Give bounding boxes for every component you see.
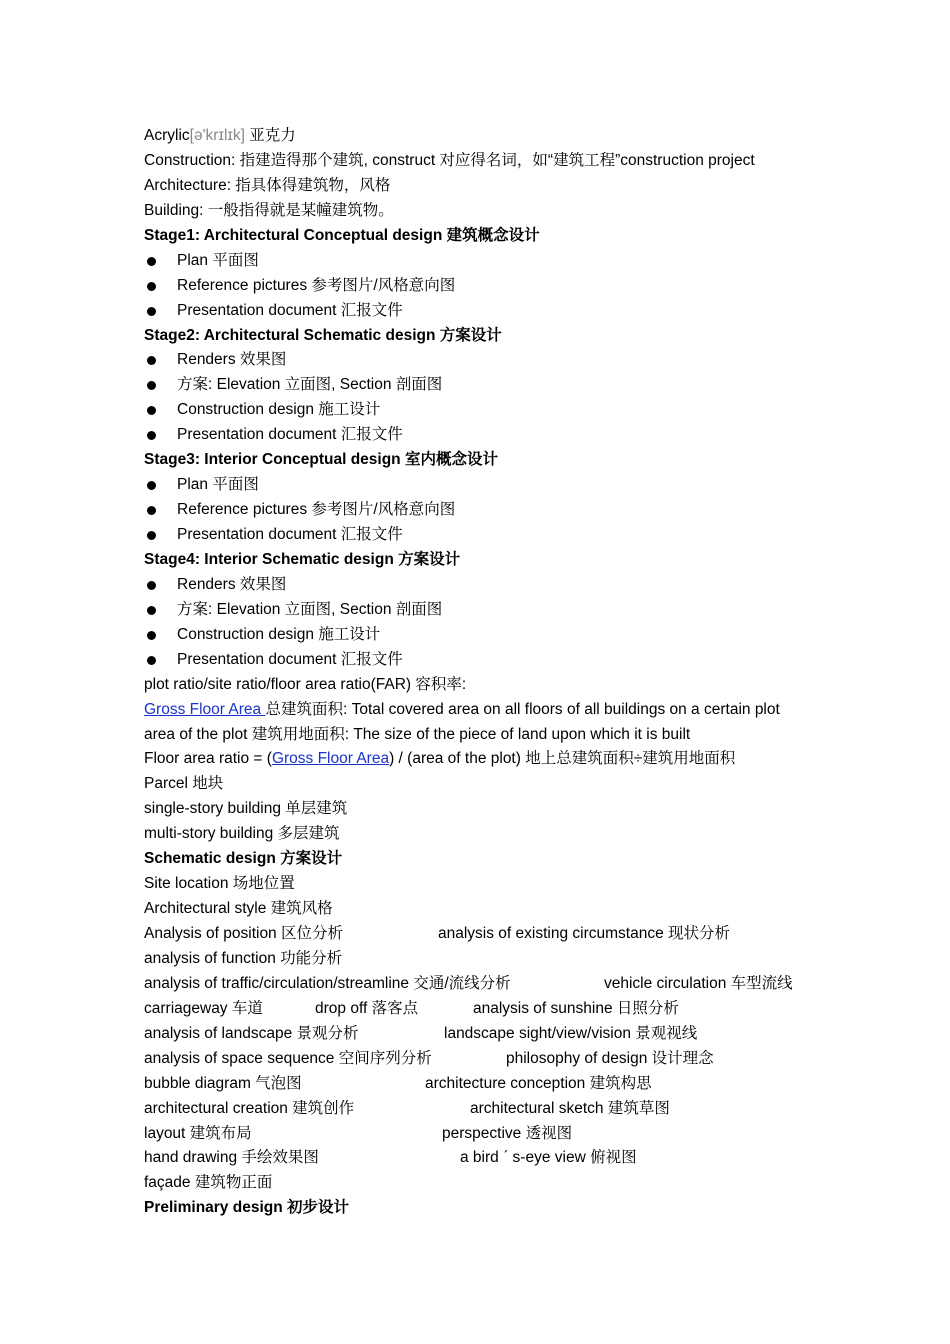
line-site-location: Site location 场地位置 xyxy=(144,875,295,893)
bullet-item xyxy=(144,573,824,598)
line-position xyxy=(144,922,824,947)
line-acrylic xyxy=(144,124,824,149)
bullet-item xyxy=(144,274,824,299)
line-multi-story: multi-story building 多层建筑 xyxy=(144,825,340,843)
heading-preliminary: Preliminary design 初步设计 xyxy=(144,1199,349,1217)
line-space-sequence xyxy=(144,1047,824,1072)
term-text: architectural creation 建筑创作 xyxy=(144,1099,355,1117)
line-plot-area: area of the plot 建筑用地面积: The size of the piece of land upon which it is built xyxy=(144,725,691,743)
bullet-text: Presentation document 汇报文件 xyxy=(177,650,403,668)
term-text: hand drawing 手绘效果图 xyxy=(144,1149,319,1167)
term-text: layout 建筑布局 xyxy=(144,1124,252,1142)
bullet-dot-icon xyxy=(147,307,156,316)
bullet-item xyxy=(144,473,824,498)
line-far-formula xyxy=(144,747,824,772)
bullet-text: Construction design 施工设计 xyxy=(177,625,381,643)
line-gfa xyxy=(144,698,824,723)
line-facade: façade 建筑物正面 xyxy=(144,1174,273,1192)
heading-stage3: Stage3: Interior Conceptual design 室内概念设计 xyxy=(144,451,498,469)
term-text: a bird ˊ s-eye view 俯视图 xyxy=(460,1149,637,1167)
bullet-dot-icon xyxy=(147,606,156,615)
bullet-dot-icon xyxy=(147,631,156,640)
term-text: Analysis of position 区位分析 xyxy=(144,925,343,942)
line-bubble xyxy=(144,1072,824,1097)
term-text: Acrylic xyxy=(144,127,190,144)
bullet-text: Renders 效果图 xyxy=(177,575,287,593)
line-single-story: single-story building 单层建筑 xyxy=(144,800,348,818)
term-text: analysis of space sequence 空间序列分析 xyxy=(144,1049,432,1067)
bullet-item xyxy=(144,523,824,548)
heading-stage2: Stage2: Architectural Schematic design 方案设计 xyxy=(144,326,502,344)
bullet-text: Presentation document 汇报文件 xyxy=(177,301,403,319)
line-architecture: Architecture: 指具体得建筑物，风格 xyxy=(144,176,391,194)
line-hand-drawing xyxy=(144,1146,824,1171)
bullet-text: Reference pictures 参考图片/风格意向图 xyxy=(177,276,456,294)
bullet-text: 方案: Elevation 立面图, Section 剖面图 xyxy=(177,600,443,618)
bullet-dot-icon xyxy=(147,282,156,291)
bullet-item xyxy=(144,648,824,673)
term-text: perspective 透视图 xyxy=(442,1124,573,1142)
definition-text: 总建筑面积: Total covered area on all floors of all buildings on a certain plot xyxy=(265,700,780,718)
gross-floor-area-link[interactable]: Gross Floor Area xyxy=(271,750,390,768)
bullet-item xyxy=(144,299,824,324)
term-text: architecture conception 建筑构思 xyxy=(425,1074,652,1092)
heading-schematic: Schematic design 方案设计 xyxy=(144,850,343,868)
heading-stage1: Stage1: Architectural Conceptual design 建筑概念设计 xyxy=(144,226,540,244)
bullet-item xyxy=(144,398,824,423)
formula-text: Floor area ratio = ( xyxy=(144,750,272,768)
bullet-dot-icon xyxy=(147,356,156,365)
bullet-item xyxy=(144,598,824,623)
term-text: vehicle circulation 车型流线 xyxy=(604,974,793,992)
term-text: analysis of landscape 景观分析 xyxy=(144,1024,359,1042)
term-text: drop off 落客点 xyxy=(315,999,419,1017)
line-function: analysis of function 功能分析 xyxy=(144,949,343,967)
heading-stage4: Stage4: Interior Schematic design 方案设计 xyxy=(144,550,461,568)
line-construction: Construction: 指建造得那个建筑, construct 对应得名词，如“建筑工程”construction project xyxy=(144,151,755,169)
line-traffic xyxy=(144,972,824,997)
line-far: plot ratio/site ratio/floor area ratio(FAR) 容积率: xyxy=(144,675,467,693)
document-body xyxy=(144,124,824,1221)
formula-text: ) / (area of the plot) 地上总建筑面积÷建筑用地面积 xyxy=(389,750,736,768)
bullet-dot-icon xyxy=(147,257,156,266)
bullet-text: Presentation document 汇报文件 xyxy=(177,526,403,543)
line-creation xyxy=(144,1097,824,1122)
line-building: Building: 一般指得就是某幢建筑物。 xyxy=(144,201,394,219)
bullet-text: Renders 效果图 xyxy=(177,351,287,369)
term-text: philosophy of design 设计理念 xyxy=(506,1049,714,1067)
line-landscape xyxy=(144,1022,824,1047)
term-text: analysis of sunshine 日照分析 xyxy=(473,999,679,1017)
bullet-item xyxy=(144,249,824,274)
term-text: analysis of existing circumstance 现状分析 xyxy=(438,925,731,942)
bullet-text: Construction design 施工设计 xyxy=(177,401,381,419)
bullet-dot-icon xyxy=(147,431,156,440)
bullet-dot-icon xyxy=(147,581,156,590)
bullet-dot-icon xyxy=(147,406,156,415)
bullet-text: Plan 平面图 xyxy=(177,251,259,269)
term-text: analysis of traffic/circulation/streamline 交通/流线分析 xyxy=(144,974,511,992)
term-text: architectural sketch 建筑草图 xyxy=(470,1099,670,1117)
bullet-text: Plan 平面图 xyxy=(177,476,259,494)
bullet-dot-icon xyxy=(147,531,156,540)
bullet-item xyxy=(144,498,824,523)
line-parcel: Parcel 地块 xyxy=(144,775,224,793)
gross-floor-area-link[interactable]: Gross Floor Area xyxy=(144,700,266,718)
term-text: carriageway 车道 xyxy=(144,999,263,1017)
bullet-dot-icon xyxy=(147,506,156,515)
line-layout xyxy=(144,1122,824,1147)
bullet-text: Presentation document 汇报文件 xyxy=(177,426,403,444)
bullet-dot-icon xyxy=(147,656,156,665)
bullet-item xyxy=(144,373,824,398)
phonetic-text: [ə'krɪlɪk] xyxy=(189,127,245,144)
line-carriageway xyxy=(144,997,824,1022)
bullet-item xyxy=(144,348,824,373)
bullet-text: Reference pictures 参考图片/风格意向图 xyxy=(177,501,456,519)
line-arch-style: Architectural style 建筑风格 xyxy=(144,900,333,918)
bullet-item xyxy=(144,423,824,448)
term-text: landscape sight/view/vision 景观视线 xyxy=(444,1024,698,1042)
bullet-item xyxy=(144,623,824,648)
term-text: bubble diagram 气泡图 xyxy=(144,1074,302,1092)
bullet-text: 方案: Elevation 立面图, Section 剖面图 xyxy=(177,376,443,394)
translation-text: 亚克力 xyxy=(244,127,296,144)
bullet-dot-icon xyxy=(147,381,156,390)
bullet-dot-icon xyxy=(147,481,156,490)
